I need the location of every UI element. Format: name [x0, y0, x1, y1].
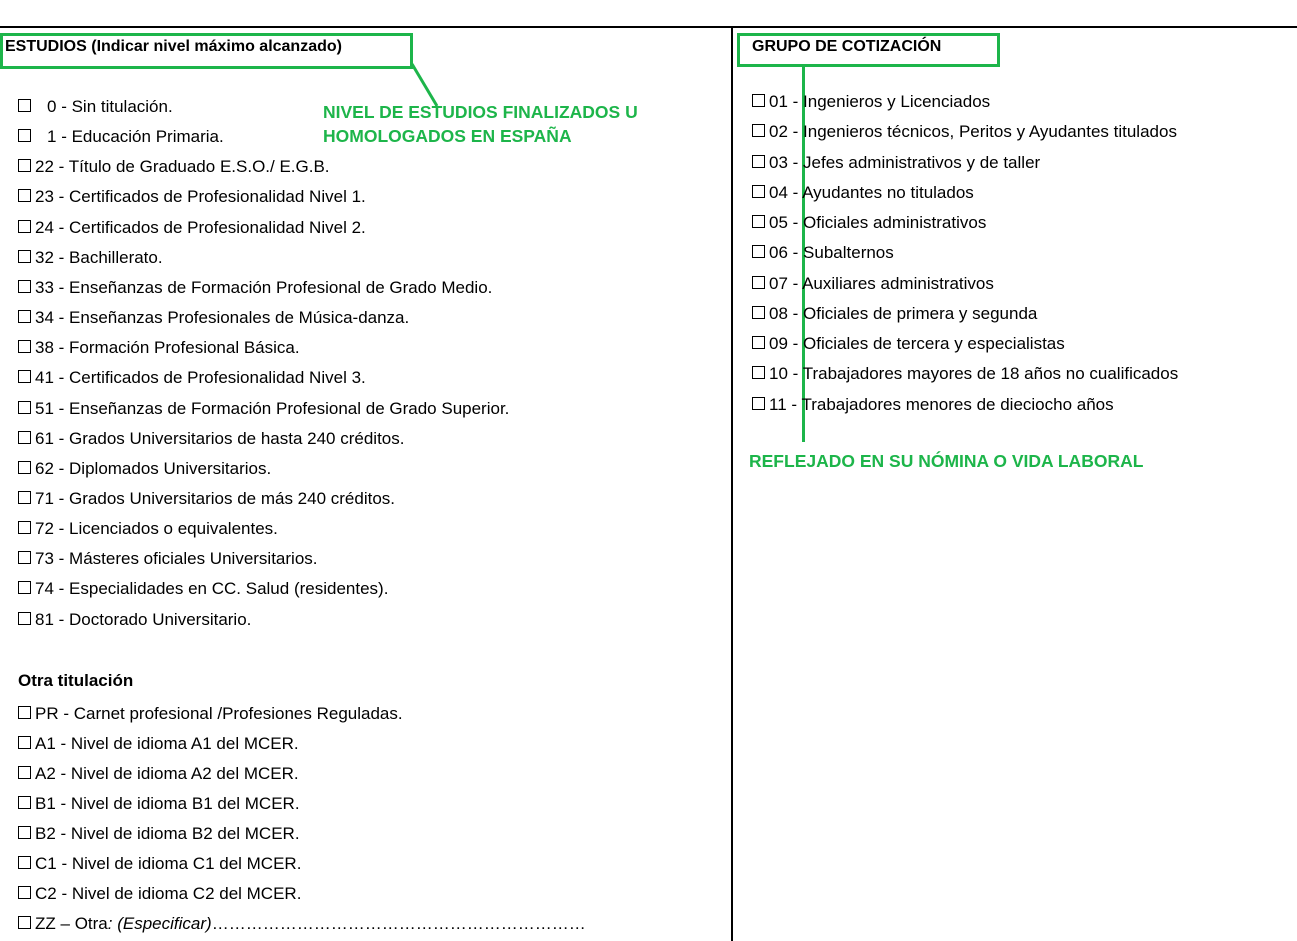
checkbox[interactable] [752, 306, 765, 319]
option-sep: - [787, 92, 804, 111]
checkbox[interactable] [18, 916, 31, 929]
estudios-option-row[interactable] [18, 514, 278, 544]
option-sep: - [56, 127, 72, 147]
grupo-header: GRUPO DE COTIZACIÓN [752, 38, 942, 55]
option-label: Licenciados o equivalentes. [69, 519, 278, 539]
option-sep: - [55, 794, 71, 813]
estudios-option-row[interactable] [18, 424, 404, 454]
option-code: 61 [35, 428, 54, 448]
checkbox[interactable] [752, 336, 765, 349]
option-label: Nivel de idioma A2 del MCER. [70, 764, 299, 783]
option-sep: - [53, 488, 70, 508]
estudios-option-row[interactable] [18, 243, 163, 273]
option-sep: - [53, 338, 70, 358]
checkbox[interactable] [18, 766, 31, 779]
option-label: Nivel de idioma B1 del MCER. [70, 794, 300, 813]
option-code: B1 [35, 794, 56, 813]
option-sep: - [55, 734, 71, 753]
checkbox[interactable] [18, 189, 31, 202]
checkbox[interactable] [752, 94, 765, 107]
option-label: Auxiliares administrativos [802, 273, 994, 293]
option-code: 03 [769, 152, 788, 172]
otra-titulacion-title: Otra titulación [18, 671, 134, 690]
option-sep: - [787, 334, 804, 353]
checkbox[interactable] [18, 856, 31, 869]
option-label: Otra [74, 914, 108, 933]
estudios-option-row[interactable] [18, 92, 173, 122]
estudios-option-row[interactable] [18, 152, 330, 182]
option-code: 74 [35, 579, 54, 599]
checkbox[interactable] [18, 401, 31, 414]
option-sep: - [53, 398, 70, 418]
estudios-option-row[interactable] [18, 122, 224, 152]
option-code: C1 [35, 854, 57, 873]
checkbox[interactable] [752, 397, 765, 410]
grupo-option-row[interactable] [752, 87, 990, 117]
option-code: 23 [35, 187, 54, 207]
checkbox-row-zz[interactable] [18, 909, 586, 939]
option-label: Grados Universitarios de más 240 créditos. [69, 488, 396, 508]
option-code: 41 [35, 368, 54, 388]
option-code: 0 [47, 97, 57, 116]
checkbox[interactable] [18, 521, 31, 534]
option-sep: - [56, 97, 72, 116]
option-sep: – [55, 914, 75, 933]
estudios-option-row[interactable] [18, 182, 366, 212]
option-code: A2 [35, 764, 56, 783]
checkbox[interactable] [18, 461, 31, 474]
option-label: Oficiales administrativos [803, 213, 987, 232]
option-sep: - [787, 273, 803, 293]
option-sep: - [53, 428, 70, 448]
option-code: PR [35, 704, 59, 723]
checkbox[interactable] [18, 250, 31, 263]
option-code: B2 [35, 824, 56, 843]
option-label: Carnet profesional /Profesiones Reguladas. [73, 704, 403, 723]
option-code: A1 [35, 734, 56, 753]
option-label: Trabajadores menores de dieciocho años [801, 394, 1114, 414]
option-code: 09 [769, 334, 788, 353]
estudios-option-row[interactable] [18, 303, 409, 333]
option-code: 07 [769, 273, 788, 293]
option-label: Bachillerato. [69, 247, 163, 267]
option-code: 02 [769, 122, 788, 142]
option-code: 11 [769, 394, 787, 414]
option-sep: - [53, 368, 70, 388]
option-sep: - [53, 157, 69, 177]
otra-titulacion-option-row[interactable] [18, 789, 300, 819]
option-label: Másteres oficiales Universitarios. [69, 549, 318, 569]
option-sep: - [53, 519, 70, 539]
option-sep: - [56, 884, 72, 903]
option-sep: - [787, 303, 804, 323]
option-label: Oficiales de primera y segunda [803, 303, 1038, 323]
option-code: 51 [35, 398, 54, 418]
checkbox[interactable] [752, 245, 765, 258]
option-label: Nivel de idioma C2 del MCER. [71, 884, 302, 903]
grupo-option-row[interactable] [752, 269, 994, 299]
specify-label: (Especificar) [117, 914, 212, 933]
estudios-note-line2: HOMOLOGADOS EN ESPAÑA [323, 126, 572, 146]
option-sep: - [53, 187, 70, 207]
otra-titulacion-option-row[interactable] [18, 699, 403, 729]
option-label: Oficiales de tercera y especialistas [803, 334, 1065, 353]
option-code: 73 [35, 549, 54, 569]
option-code: 06 [769, 243, 788, 263]
checkbox[interactable] [18, 491, 31, 504]
option-sep: - [53, 308, 70, 328]
estudios-option-row[interactable] [18, 544, 318, 574]
option-code: 32 [35, 247, 54, 267]
grupo-option-row[interactable] [752, 117, 1177, 147]
grupo-option-row[interactable] [752, 329, 1065, 359]
checkbox[interactable] [18, 431, 31, 444]
option-label: Ayudantes no titulados [802, 182, 974, 202]
otra-titulacion-option-row[interactable] [18, 849, 301, 879]
estudios-option-row[interactable] [18, 484, 395, 514]
option-sep: - [53, 579, 70, 599]
option-sep: - [786, 394, 802, 414]
option-label: Educación Primaria. [71, 127, 224, 147]
checkbox[interactable] [752, 276, 765, 289]
option-label: Enseñanzas de Formación Profesional de Grado Medio. [69, 277, 493, 297]
option-code: 71 [35, 488, 54, 508]
otra-titulacion-option-row[interactable] [18, 879, 301, 909]
option-sep: - [55, 824, 71, 843]
checkbox[interactable] [18, 736, 31, 749]
option-sep: - [787, 152, 804, 172]
option-sep: - [787, 213, 804, 232]
checkbox[interactable] [752, 185, 765, 198]
column-divider [731, 26, 733, 941]
option-code: 22 [35, 157, 54, 177]
option-label: Nivel de idioma A1 del MCER. [70, 734, 299, 753]
grupo-option-row[interactable] [752, 178, 974, 208]
checkbox[interactable] [18, 826, 31, 839]
option-sep: - [53, 458, 70, 478]
checkbox[interactable] [752, 155, 765, 168]
checkbox[interactable] [18, 220, 31, 233]
estudios-option-row[interactable] [18, 394, 509, 424]
grupo-option-row[interactable] [752, 148, 1040, 178]
option-code: 1 [47, 127, 57, 147]
option-sep: - [58, 704, 74, 723]
estudios-option-row[interactable] [18, 605, 251, 635]
grupo-option-row[interactable] [752, 238, 894, 268]
option-code: 04 [769, 182, 788, 202]
option-label: Trabajadores mayores de 18 años no cualificados [802, 364, 1179, 384]
option-label: Certificados de Profesionalidad Nivel 2. [69, 217, 366, 237]
option-label: Subalternos [803, 243, 894, 263]
option-sep: - [55, 764, 71, 783]
option-code: 10 [769, 364, 788, 384]
grupo-note: REFLEJADO EN SU NÓMINA O VIDA LABORAL [749, 451, 1144, 471]
grupo-option-row[interactable] [752, 299, 1037, 329]
option-code: 08 [769, 303, 788, 323]
option-label: Diplomados Universitarios. [69, 458, 272, 478]
option-code: 81 [35, 609, 54, 629]
checkbox[interactable] [18, 340, 31, 353]
estudios-option-row[interactable] [18, 363, 366, 393]
estudios-option-row[interactable] [18, 213, 366, 243]
option-sep: - [53, 247, 70, 267]
option-label: Nivel de idioma C1 del MCER. [71, 854, 302, 873]
option-label: Ingenieros y Licenciados [803, 92, 991, 111]
grupo-option-row[interactable] [752, 208, 986, 238]
checkbox[interactable] [18, 310, 31, 323]
estudios-note-line1: NIVEL DE ESTUDIOS FINALIZADOS U [323, 102, 638, 122]
checkbox[interactable] [18, 581, 31, 594]
checkbox[interactable] [752, 124, 765, 137]
checkbox[interactable] [18, 99, 31, 112]
checkbox[interactable] [18, 612, 31, 625]
option-code: 33 [35, 277, 54, 297]
option-code: C2 [35, 884, 57, 903]
option-code: 24 [35, 217, 54, 237]
option-sep: - [53, 609, 70, 629]
otra-titulacion-option-row[interactable] [18, 819, 300, 849]
grupo-option-row[interactable] [752, 390, 1114, 420]
option-label: Grados Universitarios de hasta 240 créditos. [69, 428, 405, 448]
option-sep: - [787, 364, 803, 384]
option-sep: - [787, 122, 804, 142]
checkbox[interactable] [18, 706, 31, 719]
checkbox[interactable] [18, 159, 31, 172]
checkbox[interactable] [18, 129, 31, 142]
checkbox[interactable] [752, 215, 765, 228]
option-label: Formación Profesional Básica. [69, 338, 300, 358]
option-label: Enseñanzas Profesionales de Música-danza. [69, 308, 410, 328]
option-label: Enseñanzas de Formación Profesional de Grado Superior. [69, 398, 510, 418]
option-code: 72 [35, 519, 54, 539]
option-label: Sin titulación. [71, 97, 173, 116]
option-sep: - [53, 549, 70, 569]
estudios-header: ESTUDIOS (Indicar nivel máximo alcanzado) [5, 38, 342, 55]
estudios-option-row[interactable] [18, 574, 388, 604]
estudios-option-row[interactable] [18, 454, 271, 484]
option-sep: - [787, 182, 803, 202]
otra-titulacion-option-row[interactable] [18, 729, 299, 759]
option-sep: - [787, 243, 804, 263]
checkbox[interactable] [18, 280, 31, 293]
option-sep: - [53, 277, 70, 297]
option-code: 05 [769, 213, 788, 232]
estudios-option-row[interactable] [18, 333, 300, 363]
specify-field[interactable]: ………………………………………………………… [211, 914, 586, 933]
otra-titulacion-option-row[interactable] [18, 759, 299, 789]
option-colon: : [107, 914, 113, 933]
checkbox[interactable] [18, 796, 31, 809]
option-label: Certificados de Profesionalidad Nivel 1. [69, 187, 366, 207]
option-code: ZZ [35, 914, 56, 933]
option-code: 62 [35, 458, 54, 478]
option-label: Nivel de idioma B2 del MCER. [70, 824, 300, 843]
estudios-option-row[interactable] [18, 273, 492, 303]
option-label: Especialidades en CC. Salud (residentes). [69, 579, 389, 599]
option-code: 38 [35, 338, 54, 358]
checkbox[interactable] [752, 366, 765, 379]
checkbox[interactable] [18, 370, 31, 383]
option-label: Certificados de Profesionalidad Nivel 3. [69, 368, 366, 388]
option-sep: - [53, 217, 70, 237]
option-code: 34 [35, 308, 54, 328]
top-rule [0, 26, 1297, 28]
option-label: Doctorado Universitario. [69, 609, 252, 629]
option-sep: - [56, 854, 72, 873]
option-code: 01 [769, 92, 788, 111]
option-label: Jefes administrativos y de taller [803, 152, 1041, 172]
checkbox[interactable] [18, 886, 31, 899]
option-label: Ingenieros técnicos, Peritos y Ayudantes titulados [803, 122, 1177, 142]
option-label: Título de Graduado E.S.O./ E.G.B. [68, 157, 330, 177]
checkbox[interactable] [18, 551, 31, 564]
grupo-option-row[interactable] [752, 359, 1178, 389]
